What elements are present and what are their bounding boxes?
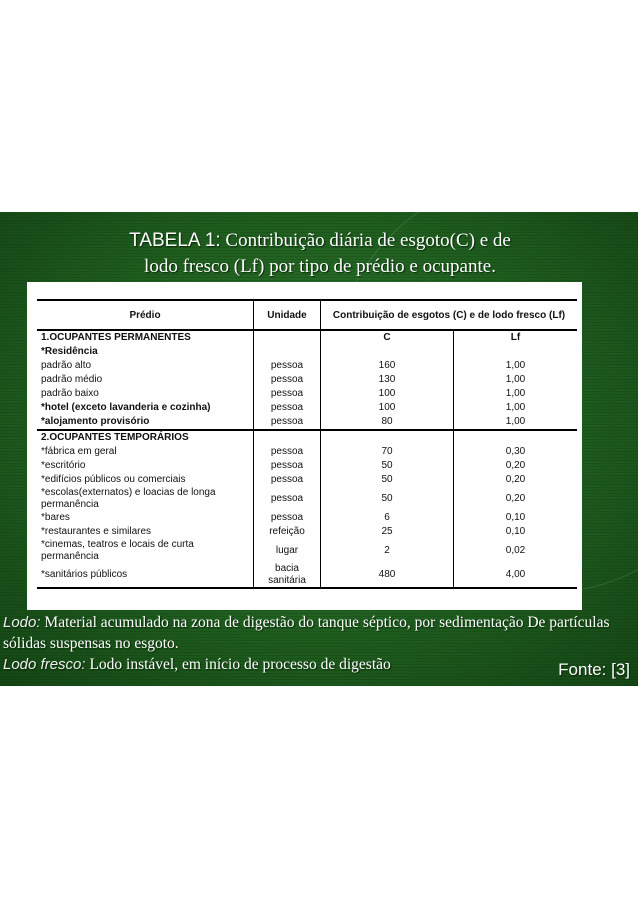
cell-c: 80	[381, 416, 393, 427]
cell-lf: 1,00	[454, 373, 578, 387]
lodo-fresco-text: Lodo instável, em início de processo de digestão	[85, 656, 391, 673]
table-row	[37, 445, 577, 459]
cell-c	[321, 430, 454, 445]
cell-predio: padrão médio	[41, 374, 103, 385]
cell-c: 6	[384, 512, 390, 523]
lodo-fresco-definition	[3, 654, 635, 675]
contribution-table	[37, 299, 577, 589]
cell-lf: 1,00	[454, 387, 578, 401]
cell-lf: 1,00	[454, 401, 578, 415]
cell-predio: 2.OCUPANTES TEMPORÁRIOS	[37, 430, 254, 445]
cell-predio: *hotel (exceto lavanderia e cozinha)	[41, 402, 211, 413]
cell-c: 100	[378, 402, 396, 413]
table-panel	[27, 282, 582, 610]
lodo-text: Material acumulado na zona de digestão do tanque séptico, por sedimentação De partículas sólidas suspensas no esgoto.	[3, 614, 610, 652]
slide	[0, 212, 638, 686]
table-row	[37, 487, 577, 511]
cell-lf: 0,02	[454, 539, 578, 563]
cell-unidade: pessoa	[254, 473, 321, 487]
table-row	[37, 359, 577, 373]
cell-unidade: pessoa	[254, 445, 321, 459]
slide-title-line-1	[20, 228, 620, 254]
table-row	[37, 387, 577, 401]
cell-lf: 0,10	[454, 511, 578, 525]
cell-lf: 0,10	[454, 525, 578, 539]
cell-lf	[454, 345, 578, 359]
cell-predio: padrão baixo	[41, 388, 99, 399]
title-text-1: Contribuição diária de esgoto(C) e de	[220, 230, 511, 251]
cell-lf: 1,00	[454, 359, 578, 373]
cell-unidade: pessoa	[254, 401, 321, 415]
table-row	[37, 430, 577, 445]
cell-c: 70	[381, 446, 393, 457]
table-row	[37, 401, 577, 415]
source-citation: Fonte: [3]	[558, 660, 630, 679]
cell-unidade: pessoa	[254, 459, 321, 473]
table-row	[37, 511, 577, 525]
cell-unidade: bacia sanitária	[254, 563, 321, 588]
cell-c: 100	[378, 388, 396, 399]
cell-lf: 0,30	[454, 445, 578, 459]
table-label: TABELA 1:	[129, 230, 221, 251]
table-row	[37, 539, 577, 563]
cell-lf: 0,20	[454, 487, 578, 511]
lodo-term: Lodo:	[3, 614, 41, 631]
cell-lf: Lf	[454, 330, 578, 345]
cell-predio: *fábrica em geral	[41, 446, 117, 457]
header-contribuicao: Contribuição de esgotos (C) e de lodo fresco (Lf)	[321, 300, 578, 330]
cell-predio: padrão alto	[41, 360, 92, 371]
cell-predio: *sanitários públicos	[37, 563, 254, 588]
cell-predio: *alojamento provisório	[41, 416, 150, 427]
cell-c: 50	[381, 474, 393, 485]
cell-predio: *escritório	[41, 460, 86, 471]
cell-lf: 1,00	[454, 415, 578, 430]
table-row	[37, 525, 577, 539]
cell-unidade: pessoa	[254, 373, 321, 387]
cell-predio: *restaurantes e similares	[41, 526, 152, 537]
cell-predio: *Residência	[41, 346, 98, 357]
cell-predio: *cinemas, teatros e locais de curta permanência	[41, 539, 194, 562]
cell-c: 50	[381, 460, 393, 471]
header-predio: Prédio	[37, 300, 254, 330]
cell-unidade: pessoa	[254, 511, 321, 525]
table-row	[37, 473, 577, 487]
cell-c: 480	[321, 563, 454, 588]
table-row	[37, 345, 577, 359]
cell-c: 2	[384, 545, 390, 556]
table-row	[37, 563, 577, 588]
table-row	[37, 415, 577, 430]
cell-c	[321, 345, 454, 359]
cell-unidade	[254, 330, 321, 345]
definitions	[3, 612, 635, 675]
cell-lf: 4,00	[454, 563, 578, 588]
header-unidade: Unidade	[254, 300, 321, 330]
cell-c: 160	[378, 360, 396, 371]
lodo-fresco-term: Lodo fresco:	[3, 656, 86, 673]
cell-unidade	[254, 430, 321, 445]
table-row	[37, 330, 577, 345]
cell-c: 130	[378, 374, 396, 385]
table-row	[37, 459, 577, 473]
slide-title-line-2: lodo fresco (Lf) por tipo de prédio e ocupante.	[144, 256, 496, 277]
lodo-definition	[3, 612, 635, 654]
table-body	[37, 330, 577, 588]
cell-c: 25	[381, 526, 393, 537]
cell-unidade: pessoa	[254, 487, 321, 511]
cell-unidade: refeição	[254, 525, 321, 539]
cell-c: 50	[381, 493, 393, 504]
cell-predio: 1.OCUPANTES PERMANENTES	[37, 330, 254, 345]
cell-unidade: pessoa	[254, 359, 321, 373]
cell-predio: *bares	[41, 512, 70, 523]
cell-lf: 0,20	[454, 473, 578, 487]
table-header-row	[37, 300, 577, 330]
table-row	[37, 373, 577, 387]
cell-c: C	[321, 330, 454, 345]
cell-unidade: lugar	[254, 539, 321, 563]
cell-lf	[454, 430, 578, 445]
cell-lf: 0,20	[454, 459, 578, 473]
cell-predio: *escolas(externatos) e loacias de longa permanência	[41, 487, 216, 510]
cell-predio: *edifícios públicos ou comerciais	[41, 474, 186, 485]
cell-unidade: pessoa	[254, 387, 321, 401]
cell-unidade: pessoa	[254, 415, 321, 430]
cell-unidade	[254, 345, 321, 359]
